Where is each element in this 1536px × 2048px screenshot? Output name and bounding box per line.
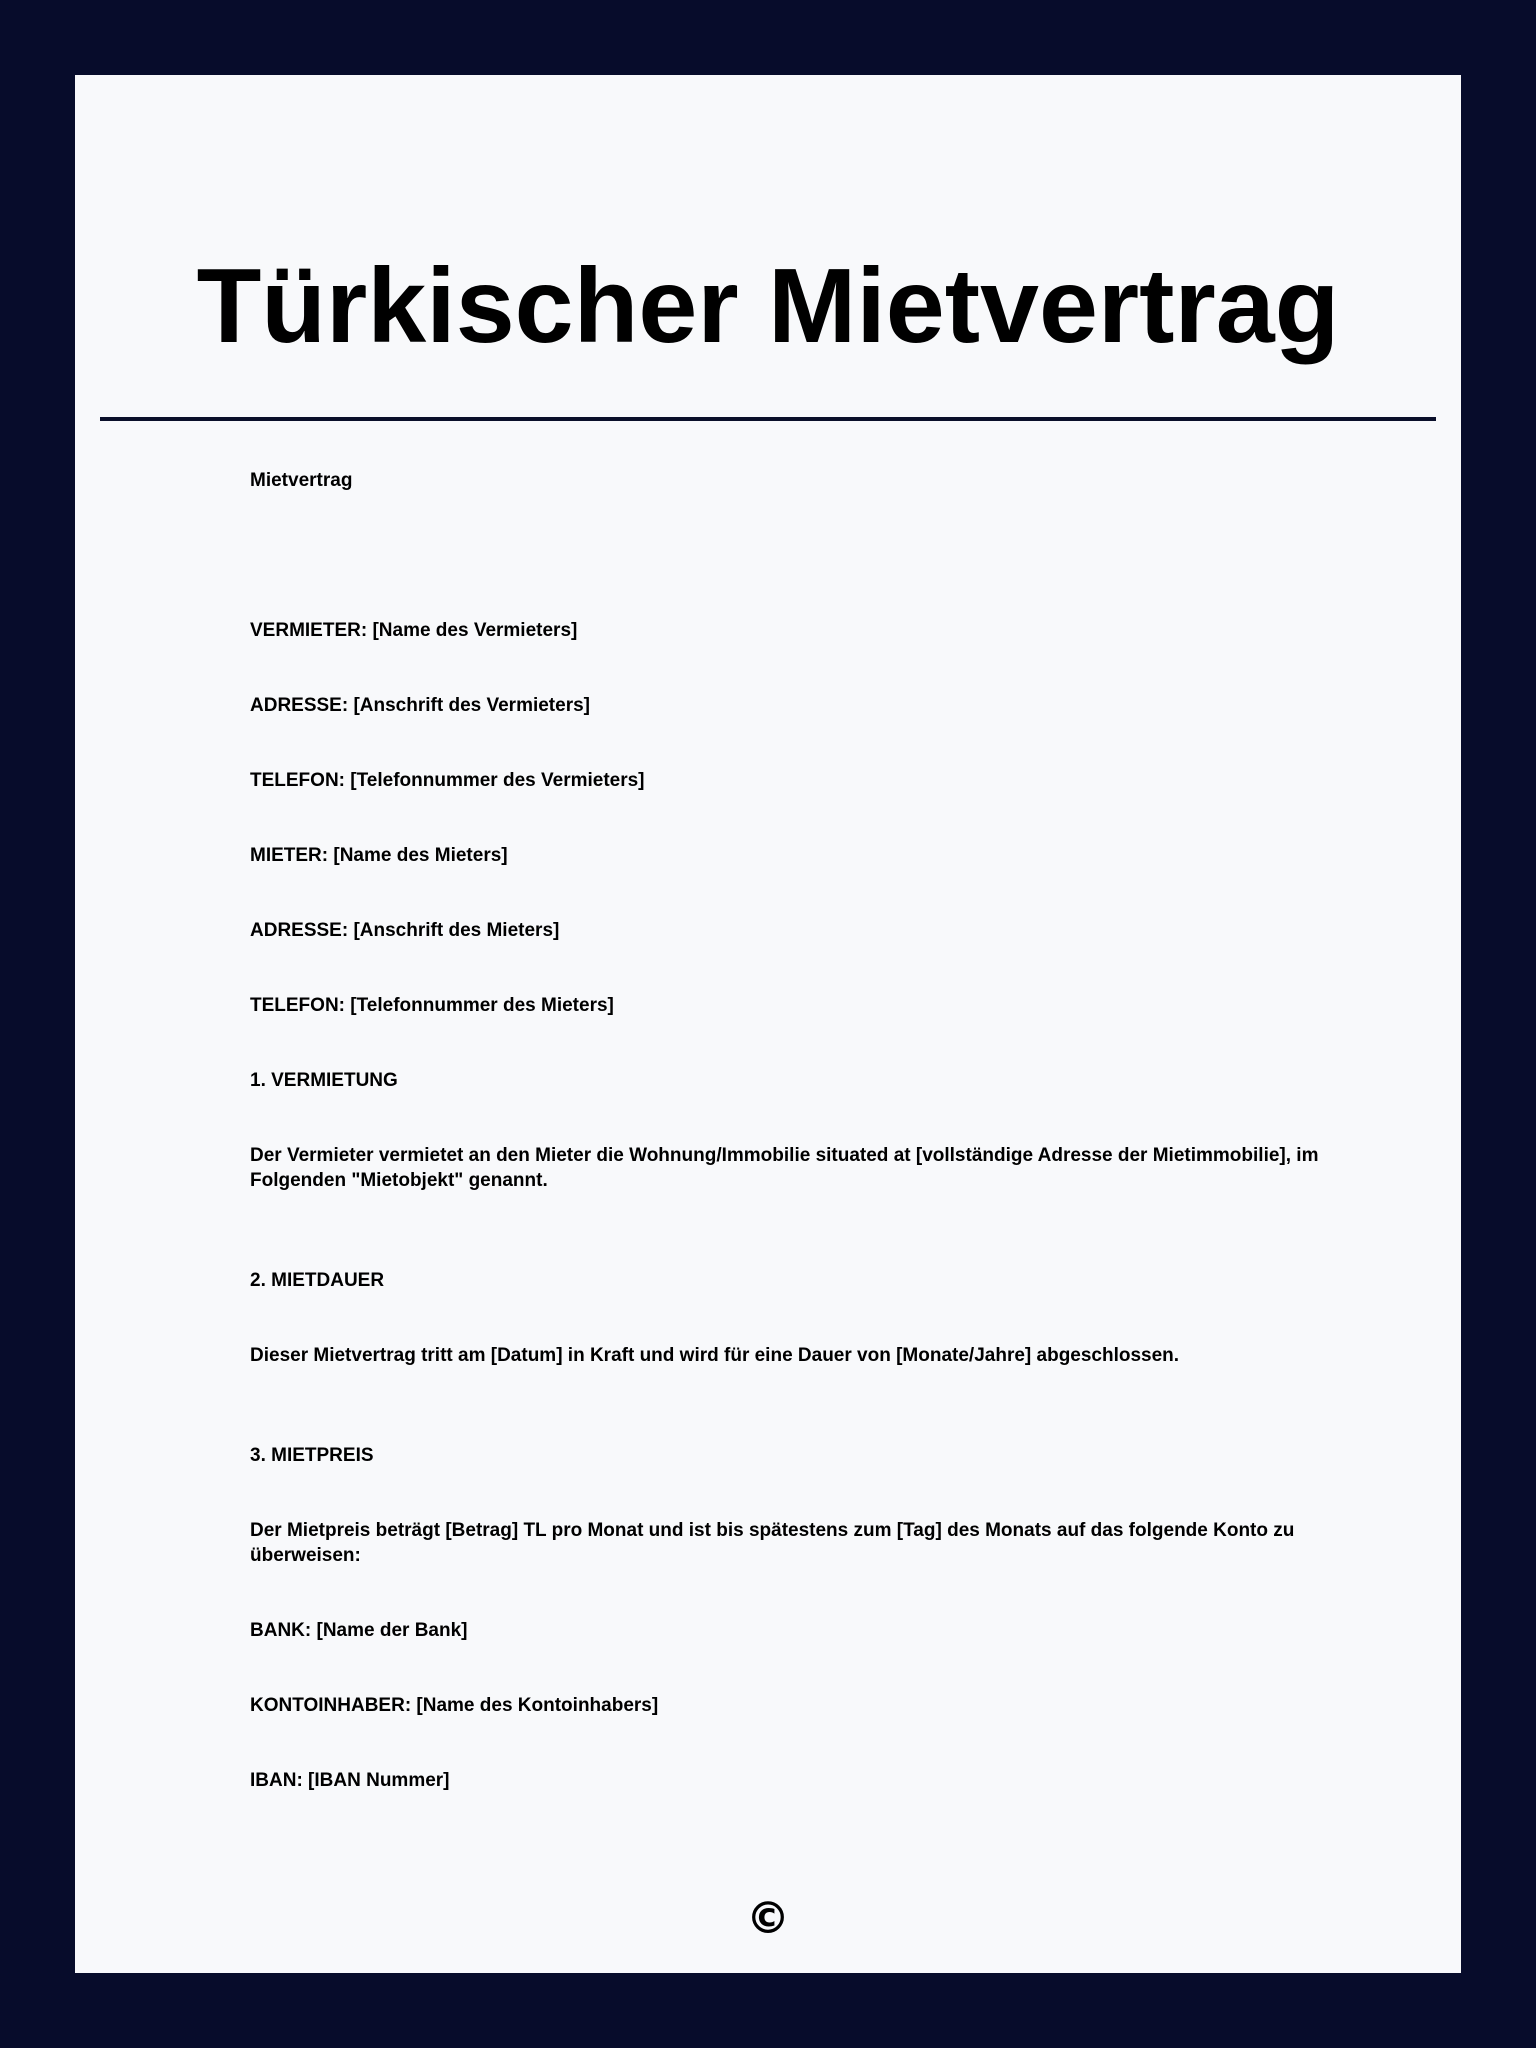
section-heading: 1. VERMIETUNG	[250, 1070, 398, 1091]
contract-heading: Mietvertrag	[250, 470, 353, 491]
document-page	[75, 75, 1461, 1973]
document-title: Türkischer Mietvertrag	[196, 247, 1340, 365]
landlord-name: VERMIETER: [Name des Vermieters]	[250, 620, 578, 641]
copyright-icon: ©	[746, 1893, 790, 1944]
tenant-name: MIETER: [Name des Mieters]	[250, 845, 508, 866]
account-holder: KONTOINHABER: [Name des Kontoinhabers]	[250, 1695, 659, 1716]
tenant-phone: TELEFON: [Telefonnummer des Mieters]	[250, 995, 614, 1016]
landlord-phone: TELEFON: [Telefonnummer des Vermieters]	[250, 770, 645, 791]
section-body: Der Vermieter vermietet an den Mieter die Wohnung/Immobilie situated at [vollständige Adresse der Mietimmobilie], im Folgenden "Mietobjekt" genannt.	[250, 1145, 1319, 1191]
iban: IBAN: [IBAN Nummer]	[250, 1770, 450, 1791]
tenant-address: ADRESSE: [Anschrift des Mieters]	[250, 920, 560, 941]
bank-name: BANK: [Name der Bank]	[250, 1620, 468, 1641]
section-heading: 3. MIETPREIS	[250, 1445, 374, 1466]
section-body: Dieser Mietvertrag tritt am [Datum] in Kraft und wird für eine Dauer von [Monate/Jahre] abgeschlossen.	[250, 1345, 1180, 1366]
title-divider	[100, 417, 1436, 421]
section-body: Der Mietpreis beträgt [Betrag] TL pro Monat und ist bis spätestens zum [Tag] des Monats auf das folgende Konto zu überweisen:	[250, 1520, 1295, 1566]
landlord-address: ADRESSE: [Anschrift des Vermieters]	[250, 695, 590, 716]
section-heading: 2. MIETDAUER	[250, 1270, 385, 1291]
